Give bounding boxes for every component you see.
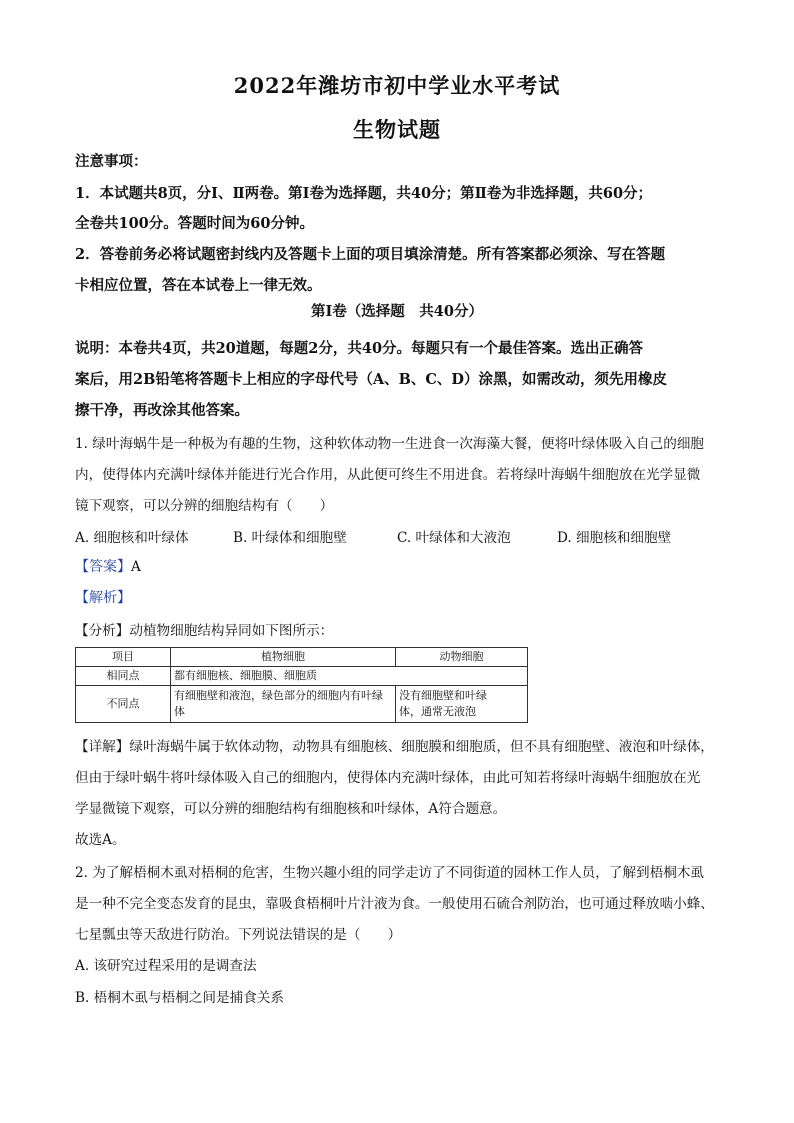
answer-value: A — [131, 559, 141, 575]
q1-stem-2: 内，使得体内充满叶绿体并能进行光合作用，从此便可终生不用进食。若将绿叶海蜗牛细胞放在光学显微 — [75, 467, 701, 483]
q1-analysis-row — [75, 587, 131, 607]
q2-stem-1: 2. 为了解梧桐木虱对梧桐的危害，生物兴趣小组的同学走访了不同街道的园林工作人员，了解到梧桐木虱 — [75, 865, 705, 881]
section-desc-2: 案后，用2B铅笔将答题卡上相应的字母代号（A、B、C、D）涂黑，如需改动，须先用橡皮 — [75, 371, 667, 388]
notes-line-1: 1．本试题共8页，分Ⅰ、Ⅱ两卷。第Ⅰ卷为选择题，共40分；第Ⅱ卷为非选择题，共60分； — [75, 185, 653, 202]
q1-option-c: C. 叶绿体和大液泡 — [397, 530, 511, 546]
q2-stem-2: 是一种不完全变态发育的昆虫，靠吸食梧桐叶片汁液为食。一般使用石硫合剂防治，也可通过释放啮小蜂、 — [75, 896, 714, 912]
table-header-row — [76, 648, 528, 667]
animal-diff-line-1: 没有细胞壁和叶绿 — [399, 689, 487, 702]
animal-diff-line-2: 体，通常无液泡 — [399, 705, 476, 718]
plant-diff-line-2: 体 — [174, 705, 185, 718]
cell-comparison-table — [75, 647, 528, 723]
exam-subject: 生物试题 — [353, 117, 441, 142]
table-row-label-diff: 不同点 — [76, 686, 171, 723]
q1-stem-1: 1. 绿叶海蜗牛是一种极为有趣的生物，这种软体动物一生进食一次海藻大餐，便将叶绿体吸入自己的细胞 — [75, 436, 705, 452]
q1-option-a: A. 细胞核和叶绿体 — [75, 530, 189, 546]
fenxi-tag: 【分析】 — [75, 623, 130, 639]
notes-line-3: 2．答卷前务必将试题密封线内及答题卡上面的项目填涂清楚。所有答案都必须涂、写在答题 — [75, 246, 666, 263]
q2-option-b: B. 梧桐木虱与梧桐之间是捕食关系 — [75, 990, 284, 1006]
section-title: 第Ⅰ卷（选择题 共40分） — [311, 303, 483, 320]
plant-diff-line-1: 有细胞壁和液泡，绿色部分的细胞内有叶绿 — [174, 689, 383, 702]
q1-option-b: B. 叶绿体和细胞壁 — [233, 530, 347, 546]
notes-line-4: 卡相应位置，答在本试卷上一律无效。 — [75, 277, 322, 294]
q1-answer-row — [75, 556, 141, 576]
q1-option-d: D. 细胞核和细胞壁 — [557, 530, 672, 546]
section-desc-1: 说明：本卷共4页，共20道题，每题2分，共40分。每题只有一个最佳答案。选出正确答 — [75, 340, 644, 357]
q1-fenxi-row — [75, 619, 333, 639]
q1-conclusion: 故选A。 — [75, 832, 126, 848]
table-row-value-same: 都有细胞核、细胞膜、细胞质 — [171, 667, 528, 686]
q1-detail-3: 学显微镜下观察，可以分辨的细胞结构有细胞核和叶绿体，A符合题意。 — [75, 801, 507, 817]
detail-tag: 【详解】 — [75, 739, 130, 755]
table-header-plant: 植物细胞 — [171, 648, 396, 667]
table-cell-animal-diff — [396, 686, 528, 723]
answer-tag: 【答案】 — [75, 559, 131, 575]
table-row — [76, 686, 528, 723]
exam-title: 2022年潍坊市初中学业水平考试 — [233, 73, 561, 98]
table-header-animal: 动物细胞 — [396, 648, 528, 667]
detail-text-1: 绿叶海蜗牛属于软体动物，动物具有细胞核、细胞膜和细胞质，但不具有细胞壁、液泡和叶绿体， — [129, 739, 714, 755]
q1-stem-3: 镜下观察，可以分辨的细胞结构有（ ） — [75, 498, 334, 514]
table-row — [76, 667, 528, 686]
q1-detail-2: 但由于绿叶蜗牛将叶绿体吸入自己的细胞内，使得体内充满叶绿体，由此可知若将绿叶海蜗牛细胞放在光 — [75, 770, 701, 786]
table-row-label-same: 相同点 — [76, 667, 171, 686]
analysis-tag: 【解析】 — [75, 590, 131, 606]
section-desc-3: 擦干净，再改涂其他答案。 — [75, 402, 249, 419]
fenxi-text: 动植物细胞结构异同如下图所示： — [129, 623, 334, 639]
notes-line-2: 全卷共100分。答题时间为60分钟。 — [75, 215, 314, 232]
notes-heading: 注意事项： — [75, 153, 148, 170]
table-header-item: 项目 — [76, 648, 171, 667]
q1-detail-1 — [75, 735, 714, 755]
table-cell-plant-diff — [171, 686, 396, 723]
q2-option-a: A. 该研究过程采用的是调查法 — [75, 958, 257, 974]
q2-stem-3: 七星瓢虫等天敌进行防治。下列说法错误的是（ ） — [75, 927, 402, 943]
